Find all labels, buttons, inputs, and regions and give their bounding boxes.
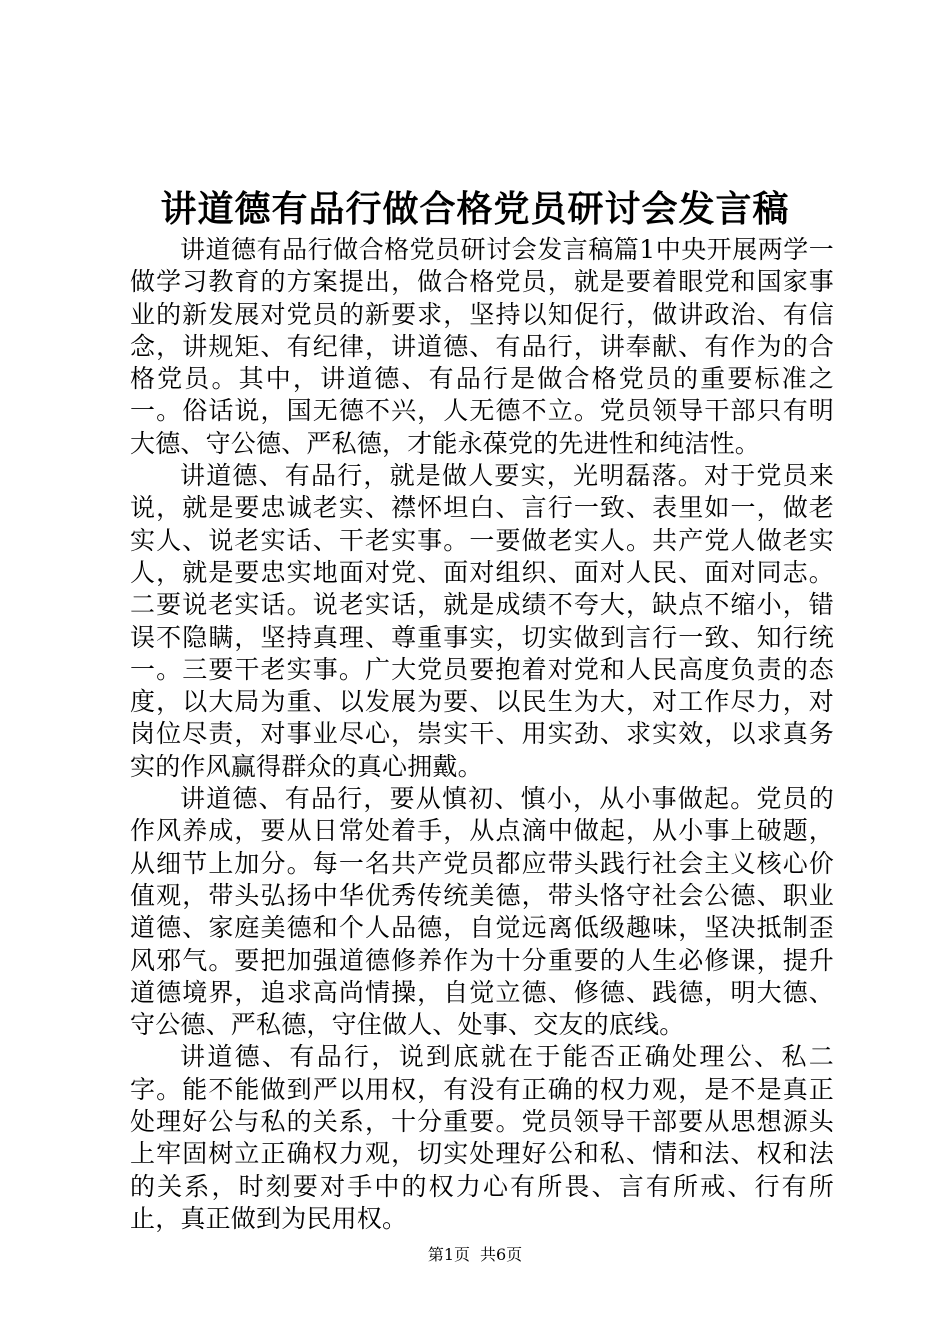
- paragraph-3: 讲道德、有品行，要从慎初、慎小，从小事做起。党员的作风养成，要从日常处着手，从点滴中做起，从小事上破题，从细节上加分。每一名共产党员都应带头践行社会主义核心价值观，带头弘扬中华优秀传统美德，带头恪守社会公德、职业道德、家庭美德和个人品德，自觉远离低级趣味，坚决抵制歪风邪气。要把加强道德修养作为十分重要的人生必修课，提升道德境界，追求高尚情操，自觉立德、修德、践德，明大德、守公德、严私德，守住做人、处事、交友的底线。: [130, 784, 834, 1040]
- paragraph-4: 讲道德、有品行，说到底就在于能否正确处理公、私二字。能不能做到严以用权，有没有正确的权力观，是不是真正处理好公与私的关系，十分重要。党员领导干部要从思想源头上牢固树立正确权力观，切实处理好公和私、情和法、权和法的关系，时刻要对手中的权力心有所畏、言有所戒、行有所止，真正做到为民用权。: [130, 1042, 834, 1233]
- page-footer: [0, 1243, 950, 1267]
- paragraph-1: 讲道德有品行做合格党员研讨会发言稿篇1中央开展两学一做学习教育的方案提出，做合格党员，就是要着眼党和国家事业的新发展对党员的新要求，坚持以知促行，做讲政治、有信念，讲规矩、有纪律，讲道德、有品行，讲奉献、有作为的合格党员。其中，讲道德、有品行是做合格党员的重要标准之一。俗话说，国无德不兴，人无德不立。党员领导干部只有明大德、守公德、严私德，才能永葆党的先进性和纯洁性。: [130, 235, 834, 458]
- page-number-current: 第1页: [427, 1245, 470, 1264]
- page-number-total: 共6页: [480, 1245, 523, 1264]
- document-title: 讲道德有品行做合格党员研讨会发言稿: [160, 188, 790, 230]
- paragraph-2: 讲道德、有品行，就是做人要实，光明磊落。对于党员来说，就是要忠诚老实、襟怀坦白、言行一致、表里如一，做老实人、说老实话、干老实事。一要做老实人。共产党人做老实人，就是要忠实地面对党、面对组织、面对人民、面对同志。二要说老实话。说老实话，就是成绩不夸大，缺点不缩小，错误不隐瞒，坚持真理、尊重事实，切实做到言行一致、知行统一。三要干老实事。广大党员要抱着对党和人民高度负责的态度，以大局为重、以发展为要、以民生为大，对工作尽力，对岗位尽责，对事业尽心，崇实干、用实劲、求实效，以求真务实的作风赢得群众的真心拥戴。: [130, 461, 834, 781]
- document-body: [130, 234, 834, 1235]
